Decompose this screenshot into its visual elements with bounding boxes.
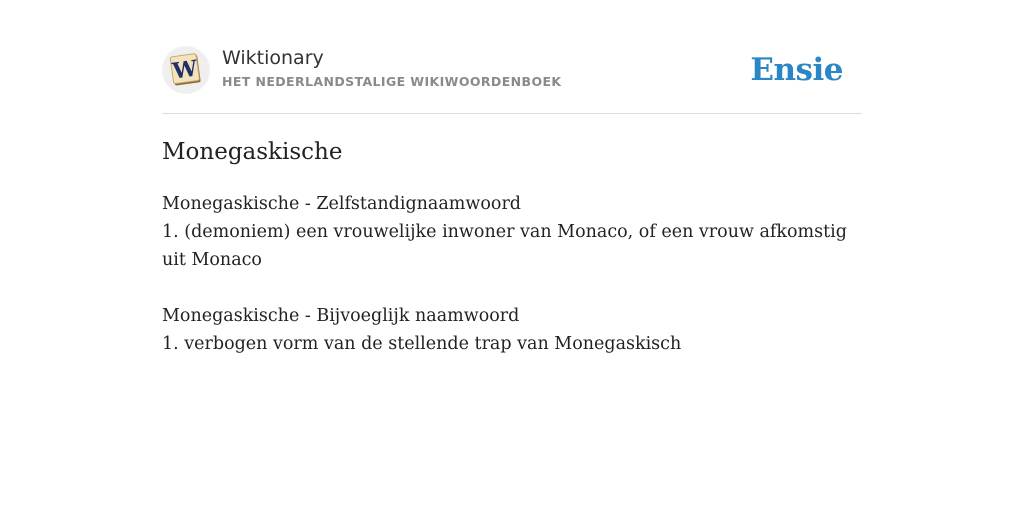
definition-item: 1. (demoniem) een vrouwelijke inwoner van Monaco, of een vrouw afkomstig uit Monaco	[162, 222, 847, 270]
page-container	[162, 0, 862, 354]
page-title: Monegaskische	[162, 139, 343, 165]
ensie-brand-logo[interactable]: Ensie	[750, 52, 843, 88]
site-title[interactable]: Wiktionary	[222, 47, 324, 69]
site-header	[162, 0, 862, 114]
site-subtitle: HET NEDERLANDSTALIGE WIKIWOORDENBOEK	[222, 74, 562, 89]
entry-noun	[162, 190, 862, 274]
wiktionary-logo-icon[interactable]	[162, 46, 210, 94]
entry-adjective	[162, 302, 862, 358]
definition-item: 1. verbogen vorm van de stellende trap van Monegaskisch	[162, 334, 682, 354]
logo-letter: W	[170, 55, 200, 85]
entry-heading: Monegaskische - Zelfstandignaamwoord	[162, 194, 522, 214]
entry-heading: Monegaskische - Bijvoeglijk naamwoord	[162, 306, 520, 326]
entry-spacer	[162, 274, 862, 302]
wiktionary-tile-icon	[162, 46, 210, 94]
definition-list	[162, 190, 862, 358]
